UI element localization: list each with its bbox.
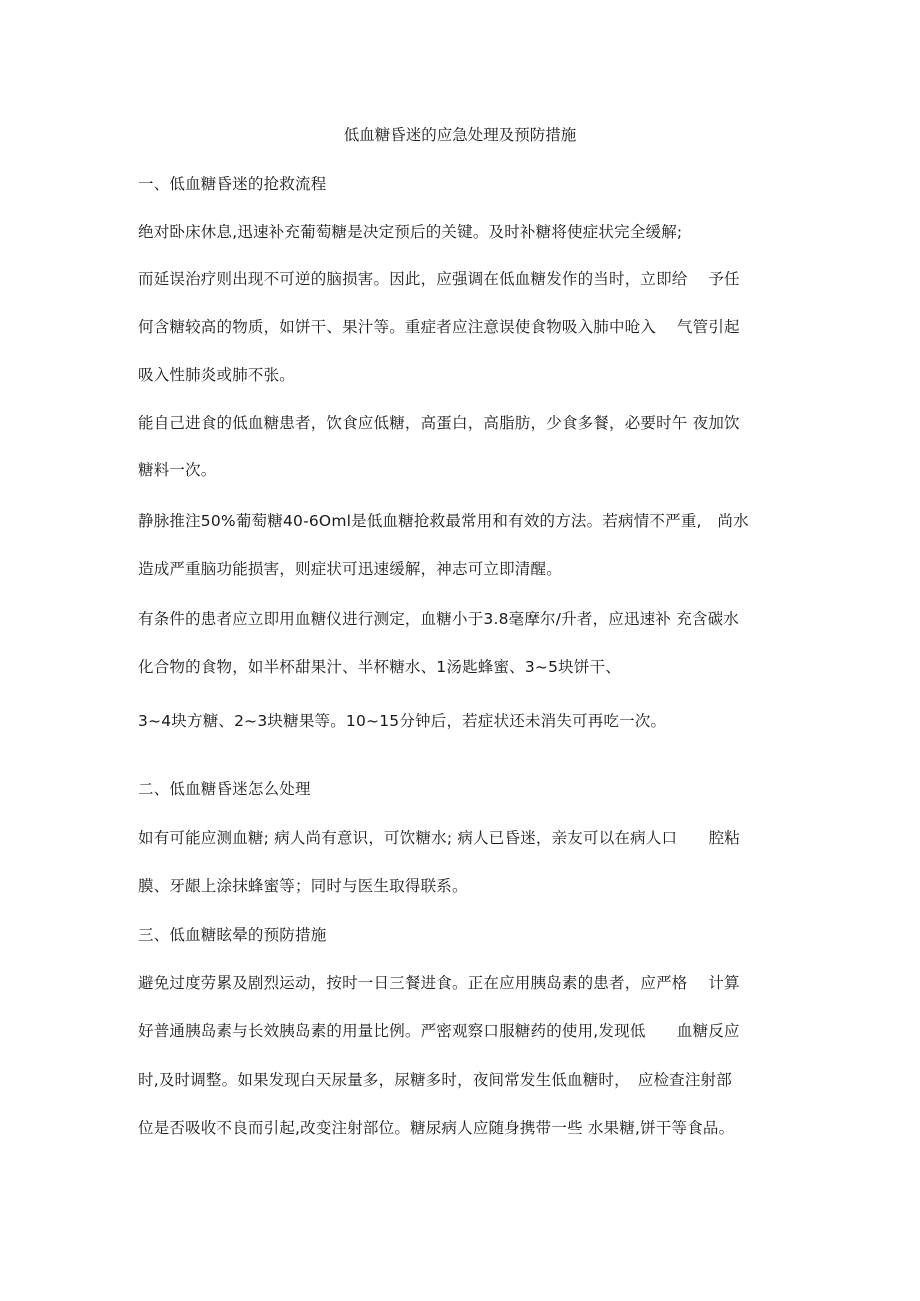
paragraph-line: 静脉推注50%葡萄糖40-6Oml是低血糖抢救最常用和有效的方法。若病情不严重, 尚水 bbox=[138, 512, 749, 530]
paragraph-line: 如有可能应测血糖; 病人尚有意识，可饮糖水; 病人已昏迷，亲友可以在病人口 腔粘 bbox=[138, 829, 741, 847]
section-heading-1: 一、低血糖昏迷的抢救流程 bbox=[138, 175, 327, 193]
paragraph-line: 位是否吸收不良而引起,改变注射部位。糖尿病人应随身携带一些 水果糖,饼干等食品。 bbox=[138, 1119, 735, 1137]
paragraph-line: 有条件的患者应立即用血糖仪进行测定，血糖小于3.8毫摩尔/升者，应迅速补 充含碳水 bbox=[138, 610, 740, 628]
paragraph-line: 绝对卧床休息,迅速补充葡萄糖是决定预后的关键。及时补糖将使症状完全缓解; bbox=[138, 223, 683, 241]
paragraph-line: 膜、牙龈上涂抹蜂蜜等；同时与医生取得联系。 bbox=[138, 877, 468, 895]
paragraph-line: 能自己进食的低血糖患者，饮食应低糖，高蛋白，高脂肪，少食多餐，必要时午 夜加饮 bbox=[138, 414, 740, 432]
paragraph-line: 造成严重脑功能损害，则症状可迅速缓解，神志可立即清醒。 bbox=[138, 560, 562, 578]
paragraph-line: 何含糖较高的物质，如饼干、果汁等。重症者应注意误使食物吸入肺中呛入 气管引起 bbox=[138, 318, 740, 336]
page-title: 低血糖昏迷的应急处理及预防措施 bbox=[343, 126, 577, 144]
paragraph-line: 而延误治疗则出现不可逆的脑损害。因此，应强调在低血糖发作的当时，立即给 予任 bbox=[138, 270, 740, 288]
paragraph-line: 化合物的食物，如半杯甜果汁、半杯糖水、1汤匙蜂蜜、3~5块饼干、 bbox=[138, 658, 621, 676]
paragraph-line: 吸入性肺炎或肺不张。 bbox=[138, 366, 296, 384]
paragraph-line: 糖料一次。 bbox=[138, 461, 217, 479]
section-heading-2: 二、低血糖昏迷怎么处理 bbox=[138, 780, 311, 798]
paragraph-line: 避免过度劳累及剧烈运动，按时一日三餐进食。正在应用胰岛素的患者，应严格 计算 bbox=[138, 974, 740, 992]
paragraph-line: 3~4块方糖、2~3块糖果等。10~15分钟后，若症状还未消失可再吃一次。 bbox=[138, 712, 667, 730]
section-heading-3: 三、低血糖眩晕的预防措施 bbox=[138, 926, 327, 944]
paragraph-line: 时,及时调整。如果发现白天尿量多，尿糖多时，夜间常发生低血糖时， 应检查注射部 bbox=[138, 1071, 732, 1089]
paragraph-line: 好普通胰岛素与长效胰岛素的用量比例。严密观察口服糖药的使用,发现低 血糖反应 bbox=[138, 1022, 740, 1040]
